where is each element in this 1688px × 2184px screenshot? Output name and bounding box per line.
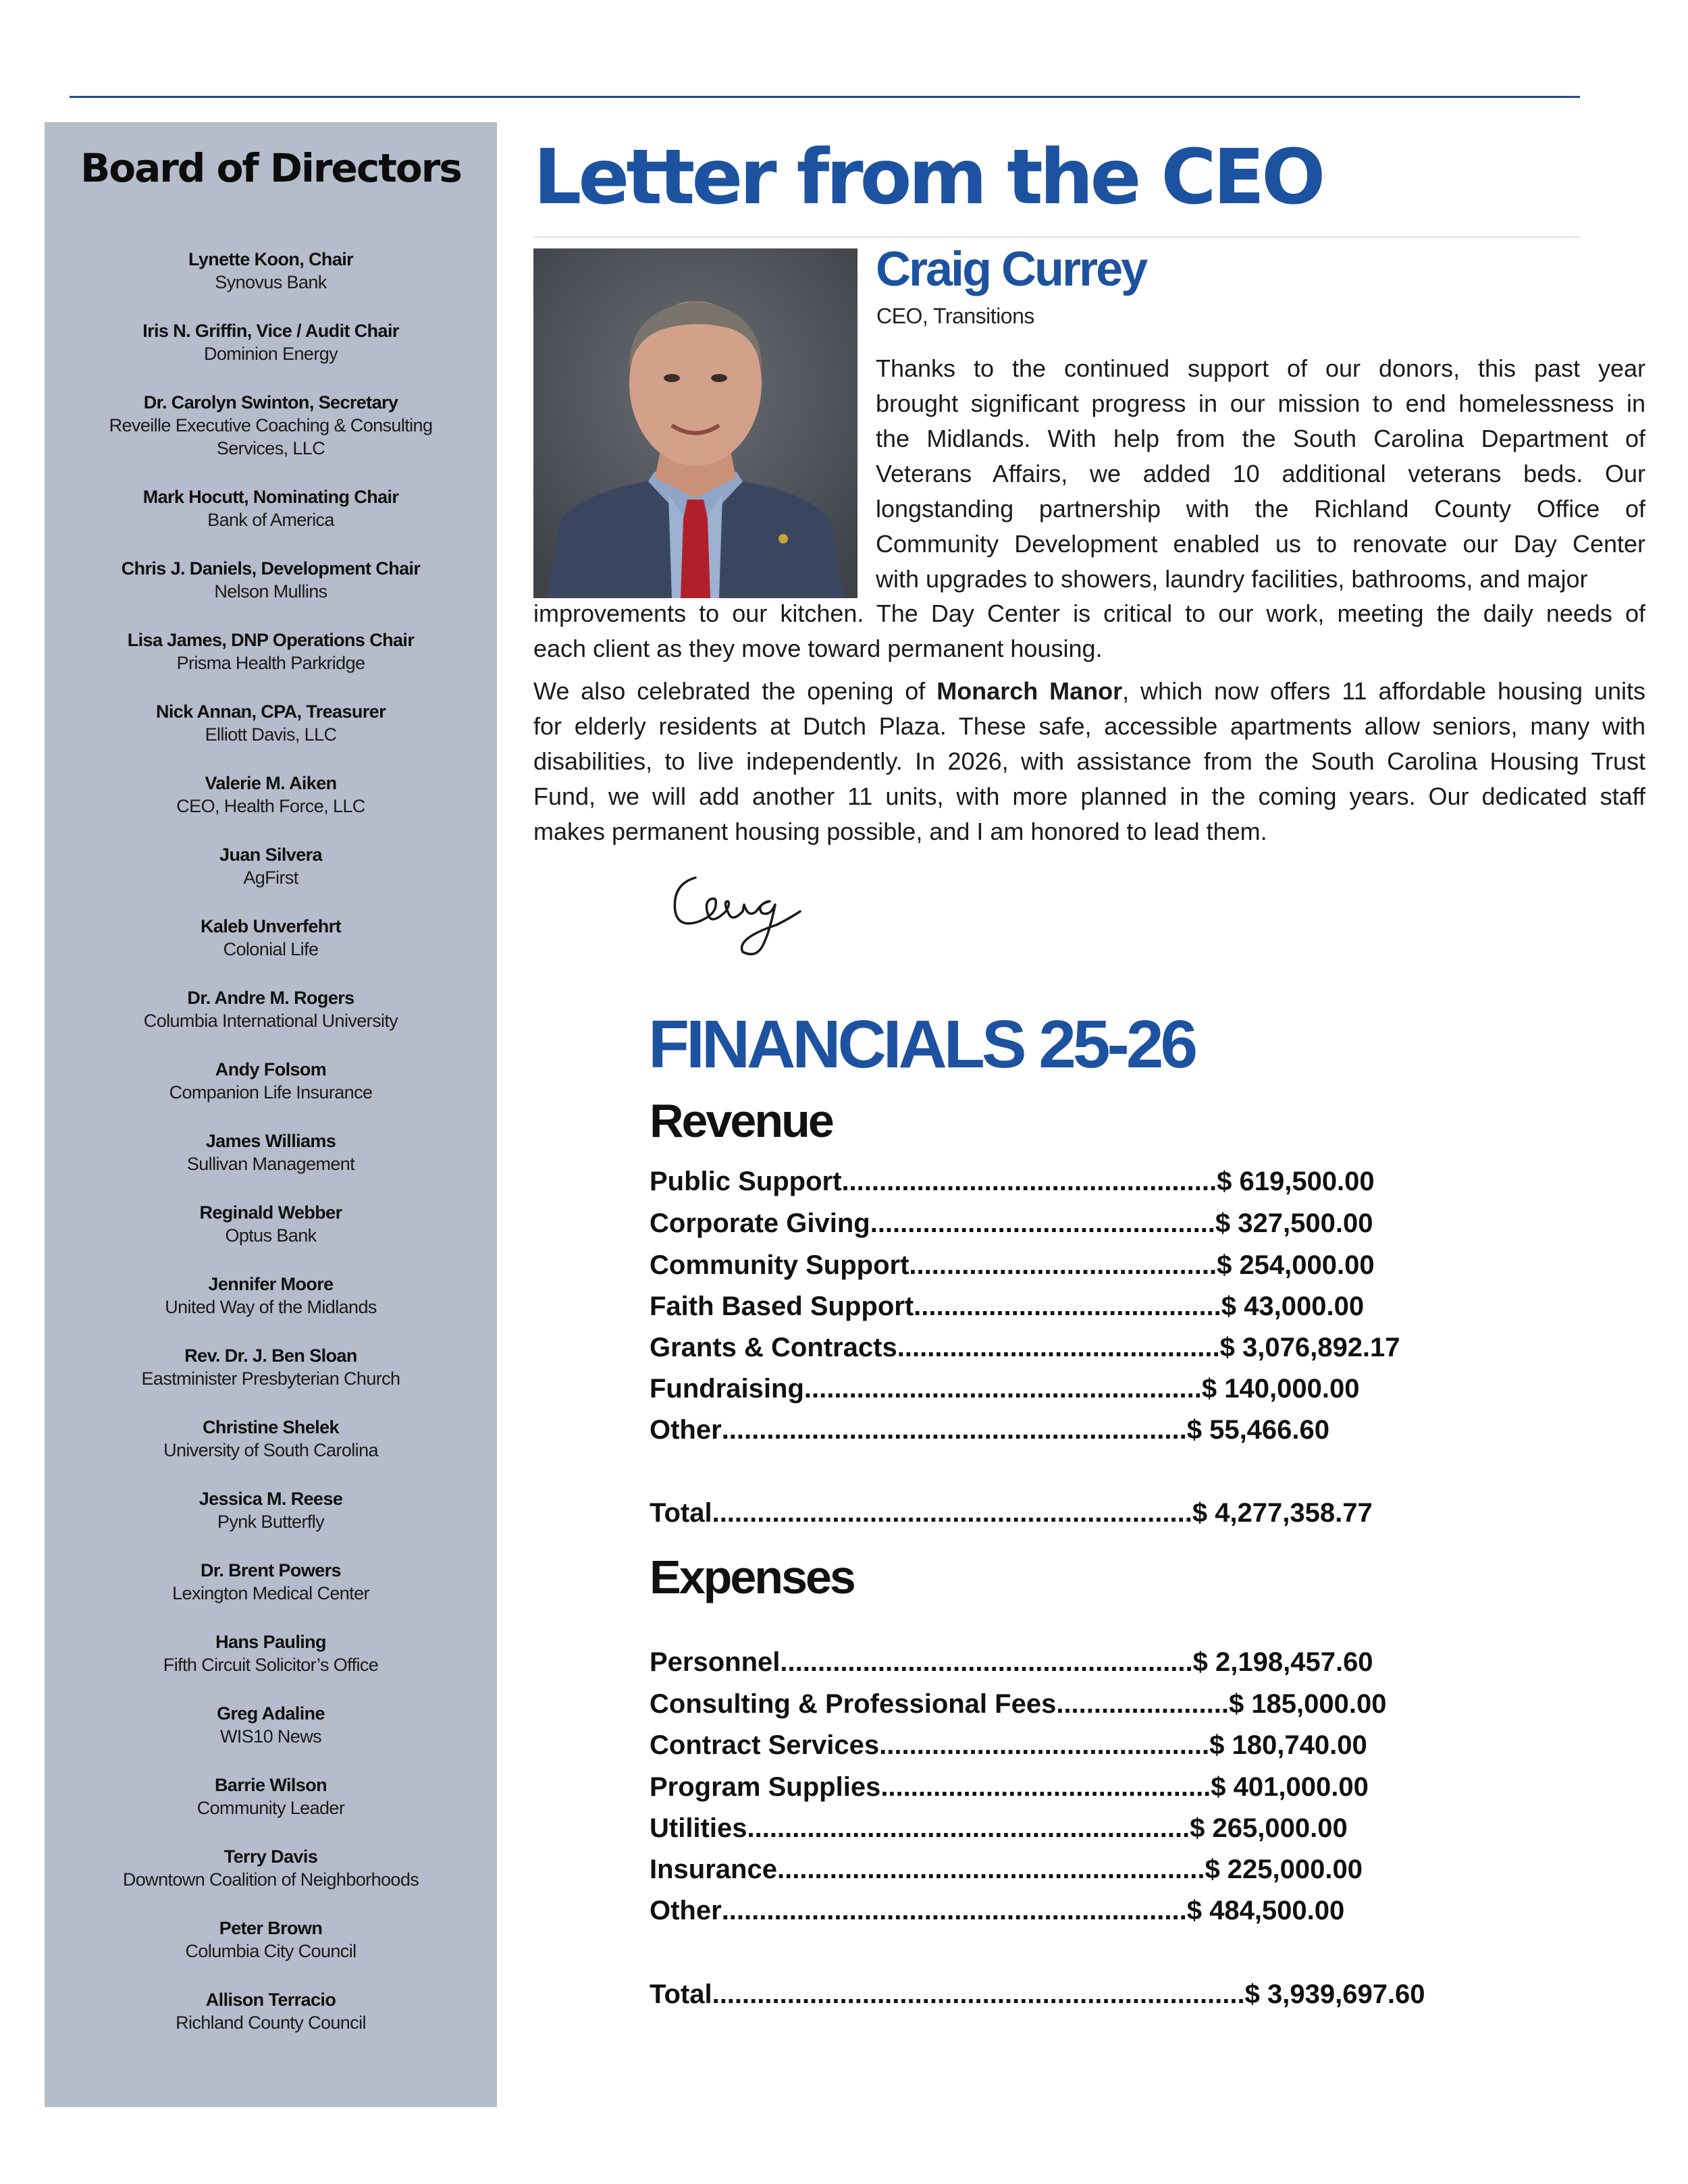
row-leader-dots: ........................................................... (747, 1813, 1190, 1843)
letter-line: longstanding partnership with the Richland County Office of (876, 495, 1645, 523)
board-member-name: Kaleb Unverfehrt (201, 916, 341, 936)
letter-line: Community Development enabled us to renovate our Day Center (876, 530, 1645, 558)
board-member (45, 1845, 497, 1917)
board-member-name: Lisa James, DNP Operations Chair (127, 630, 415, 650)
ceo-signature (668, 864, 824, 965)
financial-row (650, 1645, 1373, 1680)
row-label: Faith Based Support (650, 1291, 914, 1321)
row-leader-dots: ......................................... (914, 1291, 1221, 1321)
row-amount: $ 225,000.00 (1205, 1855, 1363, 1884)
board-member (45, 319, 497, 391)
board-member-name: Barrie Wilson (215, 1775, 327, 1795)
board-member-org: Downtown Coalition of Neighborhoods (122, 1869, 419, 1890)
financial-row (650, 1769, 1369, 1805)
board-member-name: Jessica M. Reese (199, 1489, 343, 1509)
board-member-org: Companion Life Insurance (169, 1082, 373, 1102)
board-member-name: Mark Hocutt, Nominating Chair (142, 487, 399, 507)
board-member-org: Community Leader (196, 1798, 345, 1818)
signature-image (668, 864, 824, 965)
letter-line: Veterans Affairs, we added 10 additional veterans beds. Our (876, 460, 1645, 487)
board-member-org: Prisma Health Parkridge (176, 653, 365, 673)
row-leader-dots: ................................................................ (712, 1498, 1192, 1528)
letter-line: the Midlands. With help from the South Carolina Department of (876, 425, 1645, 452)
board-member-name: James Williams (205, 1131, 336, 1151)
row-amount: $ 484,500.00 (1186, 1896, 1345, 1925)
row-label: Consulting & Professional Fees (650, 1689, 1057, 1719)
board-member-name: Dr. Andre M. Rogers (187, 988, 354, 1008)
letter-paragraph-2 (533, 674, 1645, 849)
row-amount: $ 3,939,697.60 (1244, 1979, 1425, 2009)
page-title: Letter from the CEO (533, 134, 1323, 221)
board-member (45, 700, 497, 772)
monarch-manor-text: Monarch Manor (937, 677, 1123, 705)
board-member (45, 843, 497, 915)
financial-row (650, 1686, 1387, 1722)
board-member-org: Columbia City Council (185, 1941, 357, 1961)
expenses-heading: Expenses (650, 1551, 854, 1603)
row-leader-dots: ..................................................... (803, 1374, 1202, 1404)
board-member (45, 1344, 497, 1416)
row-amount: $ 265,000.00 (1190, 1813, 1348, 1843)
row-amount: $ 619,500.00 (1217, 1167, 1375, 1196)
row-amount: $ 327,500.00 (1215, 1208, 1373, 1238)
financial-row (650, 1206, 1373, 1241)
row-amount: $ 4,277,358.77 (1192, 1498, 1373, 1528)
board-member-name: Andy Folsom (215, 1059, 327, 1080)
row-label: Public Support (650, 1167, 842, 1196)
row-amount: $ 3,076,892.17 (1219, 1333, 1400, 1362)
board-member-name: Iris N. Griffin, Vice / Audit Chair (142, 321, 399, 341)
board-member-org: Sullivan Management (186, 1154, 355, 1174)
row-label: Grants & Contracts (650, 1333, 897, 1362)
row-leader-dots: ......................................... (909, 1250, 1217, 1280)
board-member-org: United Way of the Midlands (165, 1297, 377, 1317)
board-member-org: Bank of America (207, 510, 334, 530)
board-member (45, 1774, 497, 1845)
board-member-org: Optus Bank (225, 1225, 317, 1246)
board-member-name: Nick Annan, CPA, Treasurer (155, 701, 386, 722)
letter-p2-first-line: We also celebrated the opening of Monarch Manor, which now offers 11 affordable housing units (533, 677, 1646, 705)
row-label: Program Supplies (650, 1772, 881, 1802)
financial-row (650, 1728, 1367, 1763)
board-member-name: Hans Pauling (215, 1632, 326, 1652)
financial-row (650, 1811, 1348, 1846)
board-member-name: Rev. Dr. J. Ben Sloan (184, 1346, 357, 1366)
financial-row (650, 1412, 1329, 1447)
board-member-org: Eastminister Presbyterian Church (141, 1368, 400, 1389)
letter-line: Thanks to the continued support of our donors, this past year (876, 354, 1645, 382)
row-leader-dots: ............................................ (880, 1772, 1211, 1802)
row-label: Total (650, 1498, 712, 1528)
letter-line: for elderly residents at Dutch Plaza. These safe, accessible apartments allow seniors, many with (533, 712, 1645, 740)
row-amount: $ 2,198,457.60 (1192, 1647, 1373, 1677)
ceo-photo (533, 248, 858, 598)
board-member-org: WIS10 News (219, 1726, 322, 1747)
letter-paragraph-1-continued (533, 596, 1645, 666)
row-label: Total (650, 1979, 712, 2009)
row-leader-dots: ....................................................... (780, 1647, 1193, 1677)
letter-line: with upgrades to showers, laundry facilities, bathrooms, and major (876, 565, 1588, 593)
title-divider (533, 236, 1580, 238)
row-label: Corporate Giving (650, 1208, 870, 1238)
letter-line: each client as they move toward permanent housing. (533, 635, 1103, 662)
board-member (45, 1058, 497, 1129)
board-member-org: Services, LLC (216, 438, 325, 458)
board-member (45, 1917, 497, 1988)
row-amount: $ 55,466.60 (1186, 1415, 1330, 1445)
row-amount: $ 140,000.00 (1201, 1374, 1360, 1404)
board-member-name: Jennifer Moore (208, 1274, 334, 1294)
letter-line: improvements to our kitchen. The Day Center is critical to our work, meeting the daily needs of (533, 600, 1645, 627)
letter-line: Fund, we will add another 11 units, with more planned in the coming years. Our dedicated staff (533, 782, 1645, 810)
row-leader-dots: ............................................ (879, 1730, 1210, 1760)
row-leader-dots: ....................... (1056, 1689, 1229, 1719)
row-label: Insurance (650, 1855, 777, 1884)
board-member (45, 485, 497, 557)
row-amount: $ 43,000.00 (1221, 1291, 1365, 1321)
financial-row (650, 1289, 1364, 1324)
board-member (45, 1702, 497, 1774)
board-member (45, 391, 497, 485)
board-member (45, 1416, 497, 1487)
revenue-heading: Revenue (650, 1094, 833, 1147)
row-leader-dots: .............................................................. (721, 1896, 1187, 1925)
top-rule (70, 96, 1580, 98)
board-member-name: Dr. Carolyn Swinton, Secretary (143, 392, 398, 412)
letter-line: disabilities, to live independently. In 2026, with assistance from the South Carolina Housing Trust (533, 747, 1645, 775)
total-row (650, 1977, 1425, 2012)
letter-paragraph-1 (876, 351, 1645, 597)
board-member-name: Greg Adaline (217, 1703, 325, 1724)
ceo-portrait-image (533, 248, 858, 598)
board-member-name: Chris J. Daniels, Development Chair (121, 558, 421, 579)
letter-line: makes permanent housing possible, and I am honored to lead them. (533, 818, 1267, 845)
board-member-name: Dr. Brent Powers (201, 1560, 341, 1580)
ceo-name: Craig Currey (876, 242, 1146, 296)
row-leader-dots: ........................................... (897, 1333, 1220, 1362)
board-member (45, 986, 497, 1058)
row-leader-dots: ....................................................................... (712, 1979, 1245, 2009)
board-member-name: Terry Davis (223, 1846, 318, 1867)
row-amount: $ 180,740.00 (1209, 1730, 1367, 1760)
row-amount: $ 254,000.00 (1217, 1250, 1375, 1280)
board-member-org: Pynk Butterfly (217, 1512, 325, 1532)
board-member-name: Juan Silvera (219, 845, 322, 865)
financial-row (650, 1893, 1344, 1928)
row-leader-dots: .............................................................. (721, 1415, 1187, 1445)
board-member (45, 557, 497, 629)
board-member-org: Richland County Council (176, 2013, 366, 2033)
board-member (45, 915, 497, 986)
financial-row (650, 1371, 1359, 1406)
board-member-org: Columbia International University (143, 1011, 398, 1031)
row-label: Contract Services (650, 1730, 880, 1760)
row-leader-dots: .............................................. (870, 1208, 1215, 1238)
row-label: Utilities (650, 1813, 747, 1843)
board-member (45, 1630, 497, 1702)
board-member (45, 1129, 497, 1201)
row-label: Fundraising (650, 1374, 804, 1404)
board-member-org: Lexington Medical Center (172, 1583, 369, 1603)
board-member (45, 248, 497, 319)
board-member-org: Dominion Energy (203, 344, 338, 364)
board-member-name: Allison Terracio (205, 1990, 336, 2010)
row-label: Other (650, 1896, 722, 1925)
financial-row (650, 1330, 1400, 1365)
board-member-name: Peter Brown (219, 1918, 323, 1938)
row-amount: $ 401,000.00 (1211, 1772, 1369, 1802)
board-member (45, 629, 497, 700)
board-member (45, 1559, 497, 1630)
financials-title: FINANCIALS 25-26 (648, 1007, 1195, 1082)
board-member (45, 1988, 497, 2060)
row-label: Other (650, 1415, 722, 1445)
row-leader-dots: ......................................................... (776, 1855, 1205, 1884)
letter-line: brought significant progress in our mission to end homelessness in (876, 390, 1645, 417)
financial-row (650, 1248, 1375, 1283)
board-list (45, 248, 497, 2060)
total-row (650, 1495, 1373, 1530)
sidebar-title: Board of Directors (80, 145, 461, 191)
financial-row (650, 1852, 1363, 1887)
board-member (45, 1487, 497, 1559)
row-amount: $ 185,000.00 (1228, 1689, 1387, 1719)
board-member-org: AgFirst (243, 868, 298, 888)
board-member-org: Nelson Mullins (214, 581, 327, 602)
board-member-org: Synovus Bank (215, 272, 327, 292)
board-member-org: CEO, Health Force, LLC (176, 796, 365, 816)
financial-row (650, 1164, 1375, 1199)
board-member-org: University of South Carolina (163, 1440, 378, 1460)
board-sidebar (45, 122, 497, 2107)
board-member (45, 1273, 497, 1344)
board-member-org: Fifth Circuit Solicitor’s Office (163, 1655, 379, 1675)
board-member-org: Colonial Life (223, 939, 319, 959)
row-label: Community Support (650, 1250, 909, 1280)
board-member (45, 1201, 497, 1273)
board-member-name: Reginald Webber (199, 1202, 342, 1223)
row-leader-dots: .................................................. (841, 1167, 1217, 1196)
row-label: Personnel (650, 1647, 781, 1677)
board-member-name: Valerie M. Aiken (205, 773, 337, 793)
board-member (45, 772, 497, 843)
board-member-name: Christine Shelek (203, 1417, 339, 1437)
board-member-name: Lynette Koon, Chair (188, 249, 354, 269)
board-member-org: Elliott Davis, LLC (205, 724, 337, 745)
ceo-role: CEO, Transitions (876, 304, 1034, 328)
board-member-org: Reveille Executive Coaching & Consulting (109, 415, 433, 435)
